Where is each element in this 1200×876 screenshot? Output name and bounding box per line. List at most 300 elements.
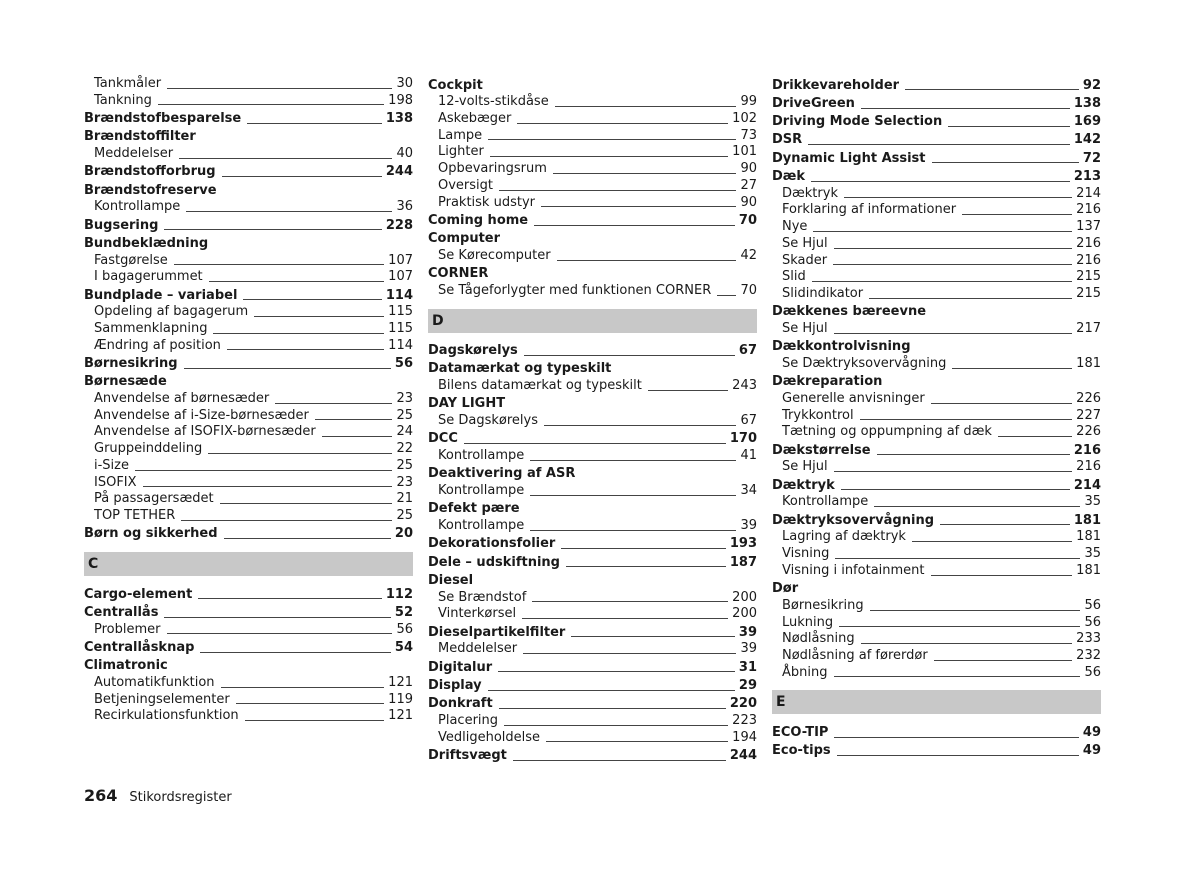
index-subentry: [772, 408, 1101, 425]
dot-leader: [834, 471, 1073, 472]
index-subentry: [428, 483, 757, 500]
entry-page-number: 29: [738, 678, 757, 693]
dot-leader: [557, 260, 737, 261]
index-entry: [428, 396, 757, 413]
entry-label: Dekorationsfolier: [428, 536, 556, 552]
entry-label: Visning: [782, 546, 830, 562]
entry-label: Nødlåsning af førerdør: [782, 647, 928, 663]
entry-label: Se Brændstof: [438, 589, 527, 605]
index-subentry: [84, 338, 413, 355]
entry-page-number: 214: [1076, 185, 1101, 201]
entry-label: Dækstørrelse: [772, 442, 871, 458]
index-entry: [84, 236, 413, 253]
entry-label: Tætning og oppumpning af dæk: [782, 424, 992, 440]
dot-leader: [164, 617, 390, 618]
dot-leader: [167, 88, 392, 89]
entry-label: Slid: [782, 269, 806, 285]
entry-page-number: 39: [740, 518, 757, 534]
index-subentry: [428, 448, 757, 465]
entry-label: DriveGreen: [772, 95, 855, 111]
entry-page-number: 107: [388, 252, 413, 268]
dot-leader: [254, 316, 384, 317]
entry-label: Børnesikring: [84, 356, 178, 371]
dot-leader: [811, 181, 1070, 182]
entry-label: Brændstofbesparelse: [84, 111, 242, 126]
entry-page-number: 39: [740, 641, 757, 657]
dot-leader: [912, 541, 1072, 542]
entry-label: Lighter: [438, 144, 484, 160]
entry-page-number: 216: [1076, 235, 1101, 251]
entry-page-number: 228: [385, 217, 413, 233]
entry-page-number: 72: [1082, 150, 1101, 166]
index-subentry: [84, 76, 413, 93]
entry-label: Børn og sikkerhed: [84, 526, 218, 542]
entry-page-number: 56: [394, 356, 413, 371]
entry-page-number: 232: [1076, 647, 1101, 663]
entry-label: Automatikfunktion: [94, 674, 215, 690]
entry-page-number: 220: [729, 696, 757, 712]
index-subentry: [84, 424, 413, 441]
entry-label: Dæktryksovervågning: [772, 512, 934, 528]
index-subentry: [84, 508, 413, 525]
index-subentry: [84, 199, 413, 216]
entry-label: Gruppeinddeling: [94, 441, 203, 457]
entry-label: Meddelelser: [94, 146, 174, 161]
dot-leader: [198, 598, 382, 599]
entry-page-number: 42: [740, 247, 757, 263]
index-entry: [428, 343, 757, 360]
entry-page-number: 90: [740, 161, 757, 177]
index-subentry: [772, 546, 1101, 563]
entry-page-number: 36: [396, 199, 413, 215]
entry-label: Climatronic: [84, 658, 168, 674]
entry-label: Se Hjul: [782, 321, 828, 336]
entry-label: DSR: [772, 132, 803, 148]
index-subentry: [772, 356, 1101, 373]
entry-page-number: 25: [396, 457, 413, 473]
index-entry: [428, 431, 757, 448]
entry-label: Kontrollampe: [438, 448, 525, 464]
entry-label: Cockpit: [428, 77, 483, 93]
dot-leader: [648, 390, 728, 391]
dot-leader: [932, 162, 1079, 163]
index-subentry: [772, 631, 1101, 648]
dot-leader: [143, 486, 393, 487]
index-subentry: [428, 178, 757, 195]
index-entry: [84, 164, 413, 181]
index-subentry: [428, 713, 757, 730]
entry-label: CORNER: [428, 266, 489, 282]
dot-leader: [315, 419, 393, 420]
index-subentry: [772, 186, 1101, 203]
entry-page-number: 181: [1076, 356, 1101, 371]
entry-label: Vinterkørsel: [438, 606, 517, 622]
index-subentry: [772, 253, 1101, 270]
dot-leader: [530, 530, 736, 531]
index-subentry: [428, 378, 757, 395]
index-subentry: [772, 494, 1101, 511]
entry-page-number: 114: [385, 287, 413, 303]
entry-label: Vedligeholdelse: [438, 729, 541, 745]
entry-label: Digitalur: [428, 659, 493, 675]
index-entry: [428, 748, 757, 765]
entry-page-number: 227: [1076, 407, 1101, 423]
dot-leader: [532, 601, 728, 602]
index-subentry: [428, 111, 757, 128]
index-subentry: [428, 518, 757, 535]
entry-label: Dagskørelys: [428, 343, 518, 359]
index-subentry: [772, 598, 1101, 615]
dot-leader: [844, 197, 1072, 198]
entry-page-number: 181: [1076, 529, 1101, 545]
index-subentry: [428, 128, 757, 145]
entry-page-number: 35: [1084, 494, 1101, 510]
entry-page-number: 181: [1076, 562, 1101, 578]
index-entry: [772, 374, 1101, 391]
index-subentry: [772, 236, 1101, 253]
entry-page-number: 216: [1073, 442, 1101, 458]
index-subentry: [84, 692, 413, 709]
entry-label: Se Dagskørelys: [438, 413, 539, 429]
entry-label: DAY LIGHT: [428, 396, 506, 412]
index-entry: [772, 743, 1101, 760]
entry-page-number: 244: [385, 164, 413, 180]
index-entry: [428, 361, 757, 378]
index-subentry: [84, 458, 413, 475]
entry-label: Generelle anvisninger: [782, 391, 925, 406]
index-subentry: [772, 563, 1101, 580]
dot-leader: [513, 760, 726, 761]
index-entry: [772, 443, 1101, 460]
index-subentry: [772, 391, 1101, 408]
entry-page-number: 213: [1073, 169, 1101, 185]
entry-page-number: 30: [396, 76, 413, 91]
index-entry: [772, 114, 1101, 131]
entry-label: Defekt pære: [428, 501, 520, 517]
index-entry: [428, 466, 757, 483]
entry-label: Se Hjul: [782, 235, 828, 251]
entry-page-number: 22: [396, 441, 413, 457]
entry-label: Dele – udskiftning: [428, 554, 560, 570]
entry-page-number: 27: [740, 177, 757, 193]
entry-page-number: 200: [732, 589, 757, 605]
entry-page-number: 25: [396, 507, 413, 523]
entry-label: Centrallås: [84, 604, 159, 620]
dot-leader: [208, 453, 392, 454]
entry-label: Askebæger: [438, 111, 512, 126]
dot-leader: [905, 89, 1079, 90]
entry-label: Dæktryk: [772, 477, 835, 493]
entry-page-number: 20: [394, 526, 413, 542]
entry-page-number: 35: [1084, 546, 1101, 562]
index-subentry: [84, 253, 413, 270]
entry-page-number: 107: [388, 269, 413, 285]
dot-leader: [200, 652, 390, 653]
letter-section-header: C: [84, 552, 413, 576]
entry-page-number: 142: [1073, 132, 1101, 148]
dot-leader: [243, 299, 381, 300]
index-subentry: [428, 195, 757, 212]
index-subentry: [428, 730, 757, 747]
index-subentry: [772, 459, 1101, 476]
entry-page-number: 169: [1073, 114, 1101, 130]
footer-title: Stikordsregister: [129, 790, 232, 805]
index-entry: [772, 513, 1101, 530]
entry-label: Se Dæktryksovervågning: [782, 356, 947, 371]
entry-page-number: 200: [732, 606, 757, 622]
entry-page-number: 115: [388, 321, 413, 336]
dot-leader: [870, 610, 1081, 611]
entry-label: Se Kørecomputer: [438, 247, 551, 263]
entry-label: Driving Mode Selection: [772, 114, 943, 130]
entry-label: Problemer: [94, 621, 161, 637]
entry-label: Donkraft: [428, 696, 493, 712]
entry-page-number: 67: [740, 413, 757, 429]
entry-label: Lukning: [782, 614, 834, 630]
entry-label: Åbning: [782, 664, 828, 680]
entry-label: Anvendelse af ISOFIX-børnesæder: [94, 424, 316, 440]
index-entry: [428, 660, 757, 677]
index-entry: [84, 356, 413, 373]
entry-page-number: 215: [1076, 269, 1101, 285]
entry-label: Display: [428, 678, 482, 693]
index-entry: [84, 218, 413, 235]
index-subentry: [84, 441, 413, 458]
index-entry: [428, 696, 757, 713]
entry-page-number: 223: [732, 713, 757, 728]
dot-leader: [158, 104, 384, 105]
entry-label: Placering: [438, 713, 499, 728]
index-subentry: [428, 641, 757, 658]
dot-leader: [812, 281, 1072, 282]
dot-leader: [835, 558, 1080, 559]
index-entry: [772, 78, 1101, 95]
entry-label: Dynamic Light Assist: [772, 150, 926, 166]
index-subentry: [772, 202, 1101, 219]
index-entry: [772, 304, 1101, 321]
dot-leader: [236, 703, 384, 704]
entry-page-number: 216: [1076, 459, 1101, 475]
index-entry: [84, 129, 413, 146]
dot-leader: [839, 626, 1080, 627]
index-column-2: [428, 76, 757, 765]
index-entry: [84, 111, 413, 128]
entry-label: Visning i infotainment: [782, 562, 925, 578]
dot-leader: [322, 436, 393, 437]
index-subentry: [84, 622, 413, 639]
entry-page-number: 25: [396, 407, 413, 423]
dot-leader: [530, 495, 736, 496]
entry-page-number: 215: [1076, 286, 1101, 301]
dot-leader: [221, 687, 385, 688]
entry-label: Tankmåler: [94, 76, 162, 91]
entry-label: Driftsvægt: [428, 748, 507, 763]
dot-leader: [834, 737, 1078, 738]
index-subentry: [84, 475, 413, 492]
entry-page-number: 101: [732, 144, 757, 160]
entry-page-number: 90: [740, 194, 757, 210]
index-entry: [428, 678, 757, 695]
index-subentry: [772, 529, 1101, 546]
entry-label: Kontrollampe: [782, 494, 869, 510]
entry-label: Bugsering: [84, 217, 159, 233]
entry-label: Betjeningselementer: [94, 691, 230, 707]
index-entry: [428, 266, 757, 283]
entry-label: Diesel: [428, 573, 474, 588]
entry-label: Recirkulationsfunktion: [94, 708, 239, 724]
entry-label: Brændstoffilter: [84, 129, 196, 145]
entry-page-number: 49: [1082, 724, 1101, 740]
dot-leader: [931, 575, 1073, 576]
entry-page-number: 102: [732, 111, 757, 126]
dot-leader: [553, 173, 737, 174]
entry-label: Lagring af dæktryk: [782, 529, 906, 545]
entry-page-number: 198: [388, 92, 413, 108]
entry-label: Cargo-element: [84, 586, 193, 602]
entry-label: Praktisk udstyr: [438, 194, 535, 210]
dot-leader: [220, 503, 393, 504]
entry-page-number: 121: [388, 708, 413, 724]
dot-leader: [488, 690, 735, 691]
dot-leader: [874, 506, 1080, 507]
entry-page-number: 99: [740, 94, 757, 110]
entry-page-number: 243: [732, 378, 757, 394]
index-entry: [428, 213, 757, 230]
index-subentry: [428, 413, 757, 430]
index-subentry: [772, 219, 1101, 236]
index-entry: [428, 555, 757, 572]
index-entry: [428, 573, 757, 590]
index-subentry: [428, 606, 757, 623]
index-entry: [84, 605, 413, 622]
entry-page-number: 244: [729, 748, 757, 763]
letter-section-header: D: [428, 309, 757, 333]
entry-label: Bundbeklædning: [84, 235, 209, 251]
entry-label: Forklaring af informationer: [782, 202, 957, 218]
entry-page-number: 216: [1076, 252, 1101, 268]
dot-leader: [834, 248, 1073, 249]
entry-label: Bundplade – variabel: [84, 287, 238, 303]
entry-page-number: 54: [394, 639, 413, 655]
index-subentry: [772, 321, 1101, 338]
index-subentry: [428, 161, 757, 178]
index-subentry: [84, 93, 413, 110]
entry-label: Nye: [782, 219, 808, 235]
dot-leader: [181, 520, 392, 521]
entry-label: TOP TETHER: [94, 507, 176, 523]
entry-page-number: 119: [388, 691, 413, 707]
index-subentry: [428, 94, 757, 111]
index-subentry: [84, 146, 413, 163]
entry-label: Dør: [772, 581, 799, 597]
dot-leader: [834, 333, 1073, 334]
dot-leader: [222, 176, 382, 177]
index-entry: [772, 151, 1101, 168]
entry-label: Computer: [428, 231, 501, 247]
index-subentry: [84, 491, 413, 508]
entry-page-number: 92: [1082, 77, 1101, 93]
dot-leader: [534, 225, 735, 226]
dot-leader: [504, 725, 728, 726]
entry-label: ISOFIX: [94, 474, 137, 490]
index-subentry: [84, 304, 413, 321]
dot-leader: [952, 368, 1072, 369]
entry-page-number: 226: [1076, 391, 1101, 406]
entry-page-number: 23: [396, 391, 413, 406]
dot-leader: [833, 264, 1072, 265]
entry-label: Sammenklapning: [94, 321, 208, 336]
dot-leader: [464, 443, 726, 444]
entry-label: Se Tågeforlygter med funktionen CORNER: [438, 282, 712, 298]
dot-leader: [490, 156, 728, 157]
entry-label: Kontrollampe: [438, 518, 525, 534]
entry-label: Brændstofreserve: [84, 182, 217, 198]
entry-page-number: 187: [729, 554, 757, 570]
index-entry: [428, 78, 757, 95]
index-entry: [428, 231, 757, 248]
dot-leader: [523, 653, 736, 654]
index-subentry: [772, 665, 1101, 682]
dot-leader: [498, 671, 735, 672]
index-subentry: [772, 615, 1101, 632]
dot-leader: [860, 419, 1073, 420]
entry-label: DCC: [428, 431, 458, 447]
dot-leader: [524, 355, 735, 356]
page-number: 264: [84, 786, 118, 805]
dot-leader: [934, 660, 1072, 661]
index-subentry: [428, 144, 757, 161]
dot-leader: [962, 214, 1072, 215]
entry-page-number: 138: [385, 111, 413, 126]
entry-label: Børnesæde: [84, 374, 167, 390]
entry-label: Ændring af position: [94, 337, 221, 353]
entry-label: Nødlåsning: [782, 631, 855, 647]
entry-label: I bagagerummet: [94, 269, 203, 285]
entry-label: Dæktryk: [782, 185, 838, 201]
dot-leader: [948, 126, 1070, 127]
index-subentry: [84, 269, 413, 286]
dot-leader: [717, 295, 736, 296]
index-subentry: [84, 408, 413, 425]
index-entry: [772, 169, 1101, 186]
index-subentry: [772, 424, 1101, 441]
entry-label: Drikkevareholder: [772, 77, 900, 93]
dot-leader: [275, 403, 392, 404]
dot-leader: [135, 470, 392, 471]
index-entry: [772, 339, 1101, 356]
dot-leader: [877, 454, 1070, 455]
entry-page-number: 39: [738, 624, 757, 640]
index-entry: [772, 96, 1101, 113]
entry-page-number: 138: [1073, 95, 1101, 111]
dot-leader: [164, 229, 381, 230]
entry-page-number: 193: [729, 536, 757, 552]
entry-page-number: 181: [1073, 512, 1101, 528]
entry-page-number: 115: [388, 304, 413, 320]
dot-leader: [184, 368, 391, 369]
dot-leader: [841, 489, 1070, 490]
entry-label: Fastgørelse: [94, 252, 168, 268]
entry-label: Dækreparation: [772, 374, 883, 390]
entry-label: Dækkenes bæreevne: [772, 304, 927, 320]
dot-leader: [869, 298, 1072, 299]
page-footer: [84, 786, 232, 805]
entry-label: Anvendelse af børnesæder: [94, 391, 270, 406]
entry-label: Meddelelser: [438, 641, 518, 657]
entry-label: Deaktivering af ASR: [428, 466, 576, 482]
index-entry: [84, 183, 413, 200]
entry-page-number: 70: [738, 212, 757, 228]
